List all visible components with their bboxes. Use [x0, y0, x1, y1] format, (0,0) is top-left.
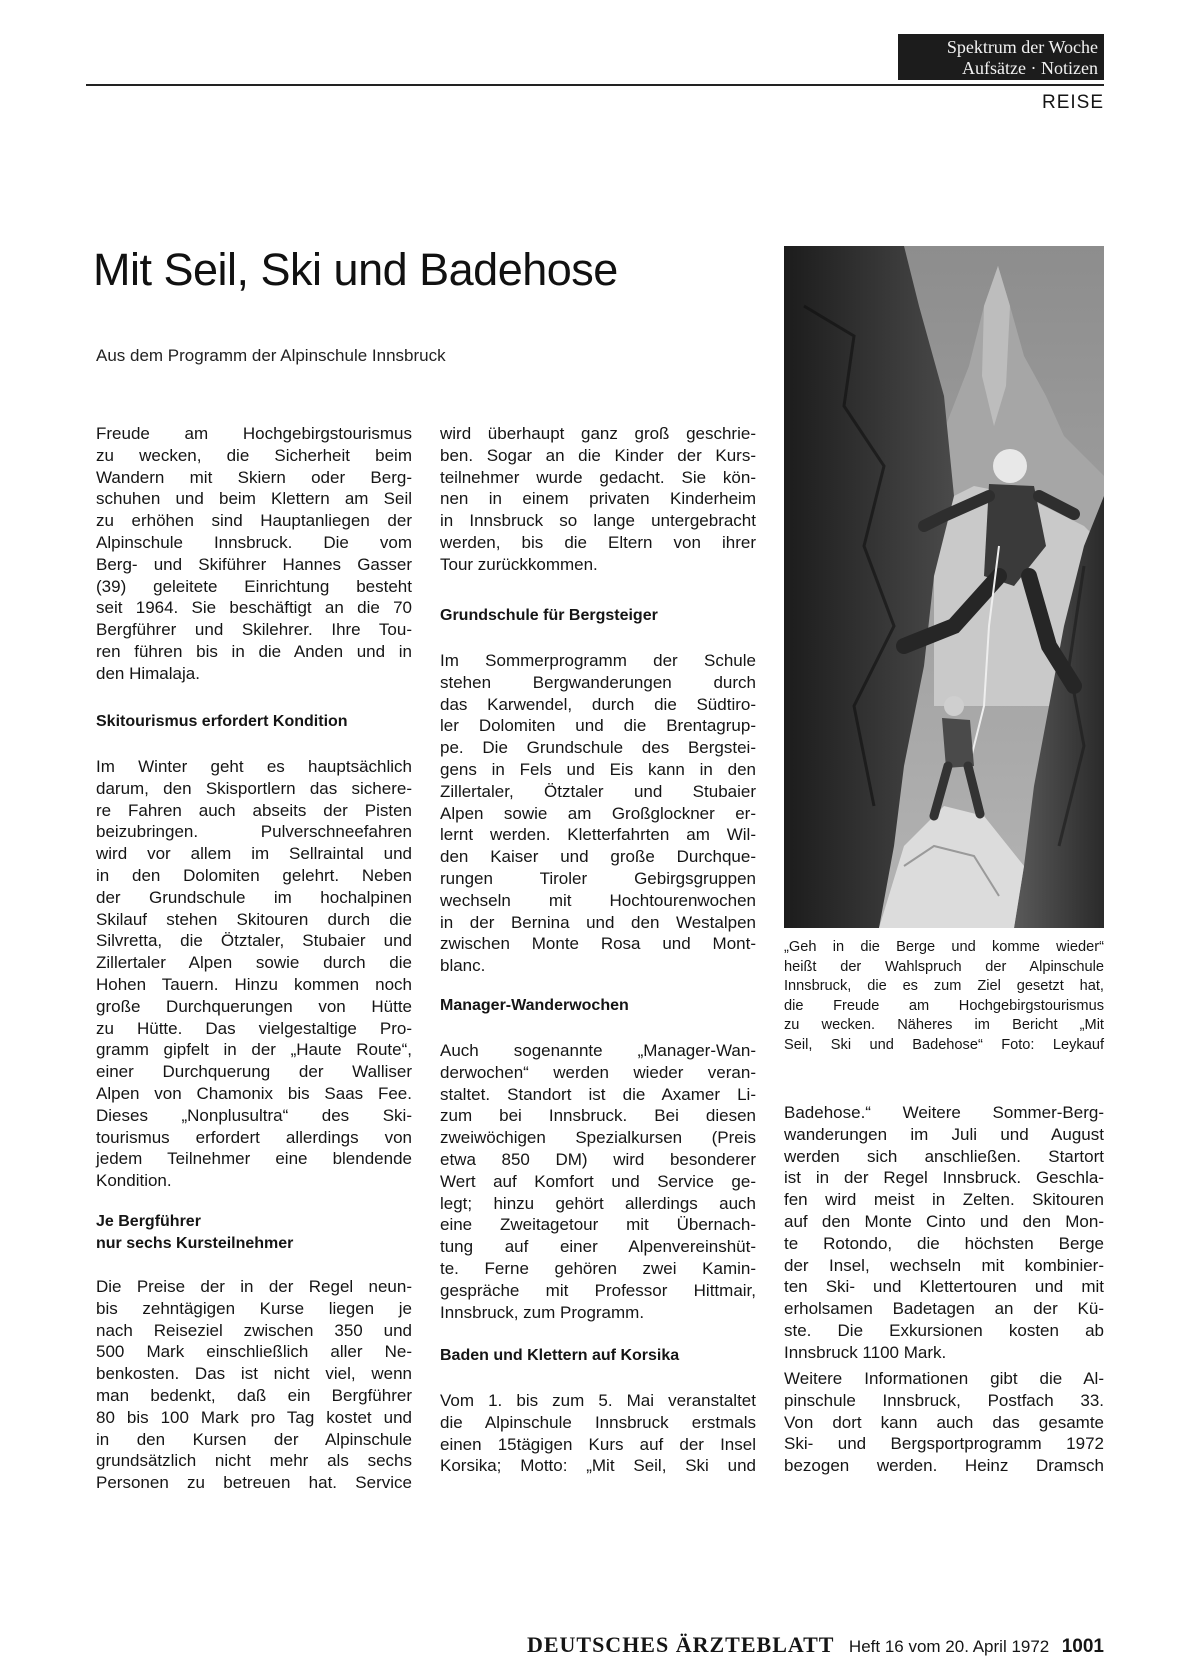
text-line: Silvretta, die Ötztaler, Stubaier und: [96, 931, 412, 951]
text-line: rungen Tiroler Gebirgsgruppen: [440, 868, 756, 888]
text-line: wird überhaupt ganz groß geschrie-: [440, 424, 756, 443]
text-line: in der Bernina und den Westalpen: [440, 912, 756, 932]
issue-info: Heft 16 vom 20. April 1972: [848, 1637, 1050, 1656]
text-line: Dieses „Nonplusultra“ des Ski-: [96, 1105, 412, 1125]
heading-bergfuehrer-1: Je Bergführer: [96, 1213, 201, 1230]
text-line: Wandern mit Skiern oder Berg-: [96, 467, 412, 487]
heading-manager: Manager-Wanderwochen: [440, 997, 629, 1014]
text-line: auf den Monte Cinto und den Mon-: [784, 1211, 1104, 1231]
text-line: eine Zweitagetour mit Übernach-: [440, 1215, 756, 1235]
text-line: heißt der Wahlspruch der Alpinschule: [784, 958, 1104, 975]
page-footer: [527, 1632, 1104, 1658]
text-line: zu wecken, die Sicherheit beim: [96, 445, 412, 465]
text-line: in den Dolomiten gelehrt. Neben: [96, 865, 412, 885]
text-line: 80 bis 100 Mark pro Tag kostet und: [96, 1407, 412, 1427]
text-line: Hohen Tauern. Hinzu kommen noch: [96, 974, 412, 994]
text-line: einen 15tägigen Kurs auf der Insel: [440, 1434, 756, 1454]
text-line: nen in einem privaten Kinderheim: [440, 489, 756, 509]
text-line: bis zehntägigen Kurse liegen je: [96, 1298, 412, 1318]
text-line: man bedenkt, daß ein Bergführer: [96, 1385, 412, 1405]
text-line: Alpen von Chamonix bis Saas Fee.: [96, 1083, 412, 1103]
text-line: Wert auf Komfort und Service ge-: [440, 1171, 756, 1191]
text-line: derwochen“ werden wieder veran-: [440, 1062, 756, 1082]
text-line: seit 1964. Sie beschäftigt an die 70: [96, 598, 412, 618]
text-line: Badehose.“ Weitere Sommer-Berg-: [784, 1103, 1104, 1122]
text-line: Von dort kann auch das gesamte: [784, 1412, 1104, 1432]
text-line: Korsika; Motto: „Mit Seil, Ski und: [440, 1456, 756, 1476]
text-line: benkosten. Das ist nicht viel, wenn: [96, 1364, 412, 1384]
info-paragraph: [784, 1368, 1104, 1477]
text-line: Ski- und Bergsportprogramm 1972: [784, 1434, 1104, 1454]
text-line: gespräche mit Professor Hittmair,: [440, 1280, 756, 1300]
text-line: der Insel, wechseln mit kombinier-: [784, 1255, 1104, 1275]
text-line: ren führen bis in die Anden und in: [96, 641, 412, 661]
text-line: teilnehmer wurde gedacht. Sie kön-: [440, 467, 756, 487]
text-line: etwa 850 DM) wird besonderer: [440, 1149, 756, 1169]
text-line: gens in Fels und Eis kann in den: [440, 759, 756, 779]
text-line: bezogen werden. Heinz Dramsch: [784, 1456, 1104, 1476]
text-line: schuhen und beim Klettern am Seil: [96, 489, 412, 509]
text-line: große Durchquerungen von Hütte: [96, 996, 412, 1016]
text-line: ste. Die Exkursionen kosten ab: [784, 1320, 1104, 1340]
text-line: das Karwendel, durch die Südtiro-: [440, 694, 756, 714]
text-line: Alpen sowie am Großglockner er-: [440, 803, 756, 823]
text-line: „Geh in die Berge und komme wieder“: [784, 939, 1104, 955]
text-line: Skilauf stehen Skitouren durch die: [96, 909, 412, 929]
text-line: ben. Sogar an die Kinder der Kurs-: [440, 445, 756, 465]
text-line: zu erhöhen sind Hauptanliegen der: [96, 511, 412, 531]
text-line: Personen zu betreuen hat. Service: [96, 1473, 412, 1493]
text-line: staltet. Standort ist die Axamer Li-: [440, 1084, 756, 1104]
text-line: wird vor allem im Sellraintal und: [96, 844, 412, 864]
text-line: legt; hinzu gehört allerdings auch: [440, 1193, 756, 1213]
climbing-photo: [784, 246, 1104, 928]
ski-paragraph: [96, 756, 412, 1192]
text-line: Freude am Hochgebirgstourismus: [96, 424, 412, 443]
text-line: stehen Bergwanderungen durch: [440, 672, 756, 692]
grund-paragraph: [440, 650, 756, 977]
heading-bergfuehrer-2: nur sechs Kursteilnehmer: [96, 1235, 294, 1252]
article-subtitle: Aus dem Programm der Alpinschule Innsbruck: [96, 346, 446, 365]
photo-caption: [784, 938, 1104, 1056]
text-line: werden sich anschließen. Startort: [784, 1146, 1104, 1166]
text-line: fen wird meist in Zelten. Skitouren: [784, 1190, 1104, 1210]
text-line: tourismus erfordert allerdings von: [96, 1127, 412, 1147]
text-line: den Kaiser und große Durchque-: [440, 847, 756, 867]
text-line: erholsamen Badetagen an der Kü-: [784, 1299, 1104, 1319]
text-line: Innsbruck, die es zum Ziel gesetzt hat,: [784, 978, 1104, 995]
text-line: tung auf einer Alpenvereinshüt-: [440, 1237, 756, 1257]
text-line: ten Ski- und Klettertouren und mit: [784, 1277, 1104, 1297]
text-line: die Alpinschule Innsbruck erstmals: [440, 1412, 756, 1432]
text-line: zwischen Monte Rosa und Mont-: [440, 934, 756, 954]
text-line: einer Durchquerung der Walliser: [96, 1062, 412, 1082]
header-rule: [86, 84, 1104, 86]
text-line: Innsbruck, zum Programm.: [440, 1302, 645, 1322]
badge-line-2: Aufsätze · Notizen: [962, 58, 1098, 78]
text-line: Berg- und Skiführer Hannes Gasser: [96, 554, 412, 574]
text-line: ler Dolomiten und die Brentagrup-: [440, 716, 756, 736]
text-line: te Rotondo, die höchsten Berge: [784, 1233, 1104, 1253]
text-line: re Fahren auch abseits der Pisten: [96, 800, 412, 820]
text-line: wanderungen im Juli und August: [784, 1124, 1104, 1144]
heading-skitourismus: Skitourismus erfordert Kondition: [96, 713, 348, 730]
text-line: Kondition.: [96, 1171, 172, 1191]
text-line: Alpinschule Innsbruck. Die vom: [96, 532, 412, 552]
text-line: Zillertaler Alpen sowie durch die: [96, 953, 412, 973]
text-line: 500 Mark einschließlich aller Ne-: [96, 1342, 412, 1362]
article-title: Mit Seil, Ski und Badehose: [93, 244, 618, 295]
text-line: jedem Teilnehmer eine blendende: [96, 1149, 412, 1169]
intro-paragraph: [96, 423, 412, 685]
badge-line-1: Spektrum der Woche: [946, 37, 1098, 57]
text-line: werden, bis die Eltern von ihrer: [440, 532, 756, 552]
text-line: Weitere Informationen gibt die Al-: [784, 1369, 1104, 1388]
text-line: Bergführer und Skilehrer. Ihre Tou-: [96, 620, 412, 640]
text-line: pinschule Innsbruck, Postfach 33.: [784, 1390, 1104, 1410]
text-line: zu wecken. Näheres im Bericht „Mit: [784, 1017, 1104, 1034]
section-label: REISE: [1041, 92, 1104, 113]
text-line: den Himalaja.: [96, 663, 200, 683]
section-badge: [898, 34, 1104, 80]
korsika-continued-paragraph: [784, 1102, 1104, 1364]
manager-paragraph: [440, 1040, 756, 1323]
page-number: 1001: [1061, 1636, 1104, 1657]
text-line: Im Sommerprogramm der Schule: [440, 651, 756, 670]
text-line: zweiwöchigen Spezialkursen (Preis: [440, 1128, 756, 1148]
text-line: Vom 1. bis zum 5. Mai veranstaltet: [440, 1391, 756, 1410]
text-line: der Grundschule im hochalpinen: [96, 887, 412, 907]
text-line: pe. Die Grundschule des Bergstei-: [440, 738, 756, 758]
text-line: ist in der Regel Innsbruck. Geschla-: [784, 1168, 1104, 1188]
text-line: nach Reiseziel zwischen 350 und: [96, 1320, 412, 1340]
berg-paragraph: [96, 1276, 412, 1494]
text-line: beizubringen. Pulverschneefahren: [96, 822, 412, 842]
text-line: Im Winter geht es hauptsächlich: [96, 757, 412, 776]
journal-name: DEUTSCHES ÄRZTEBLATT: [526, 1632, 835, 1657]
text-line: die Freude am Hochgebirgstourismus: [784, 997, 1104, 1014]
text-line: Innsbruck 1100 Mark.: [784, 1342, 947, 1362]
text-line: te. Ferne gehören zwei Kamin-: [440, 1258, 756, 1278]
text-line: darum, den Skisportlern das sichere-: [96, 778, 412, 798]
text-line: gramm gipfelt in der „Haute Route“,: [96, 1040, 412, 1060]
text-line: Die Preise der in der Regel neun-: [96, 1277, 412, 1296]
text-line: Tour zurückkommen.: [440, 554, 598, 574]
text-line: blanc.: [440, 956, 486, 976]
text-line: grundsätzlich nicht mehr als sechs: [96, 1451, 412, 1471]
korsika-paragraph: [440, 1390, 756, 1477]
text-line: zum bei Innsbruck. Bei diesen: [440, 1106, 756, 1126]
text-line: zu Hütte. Das vielgestaltige Pro-: [96, 1018, 412, 1038]
text-line: lernt werden. Kletterfahrten am Wil-: [440, 825, 756, 845]
text-line: Auch sogenannte „Manager-Wan-: [440, 1041, 756, 1060]
heading-korsika: Baden und Klettern auf Korsika: [440, 1347, 680, 1364]
text-line: in Innsbruck so lange untergebracht: [440, 511, 756, 531]
text-line: Zillertaler, Ötztaler und Stubaier: [440, 781, 756, 801]
service-paragraph: [440, 423, 756, 576]
text-line: (39) geleitete Einrichtung besteht: [96, 576, 412, 596]
text-line: Seil, Ski und Badehose“ Foto: Leykauf: [784, 1036, 1104, 1053]
heading-grundschule: Grundschule für Bergsteiger: [440, 607, 658, 624]
text-line: wechseln mit Hochtourenwochen: [440, 890, 756, 910]
text-line: in den Kursen der Alpinschule: [96, 1429, 412, 1449]
